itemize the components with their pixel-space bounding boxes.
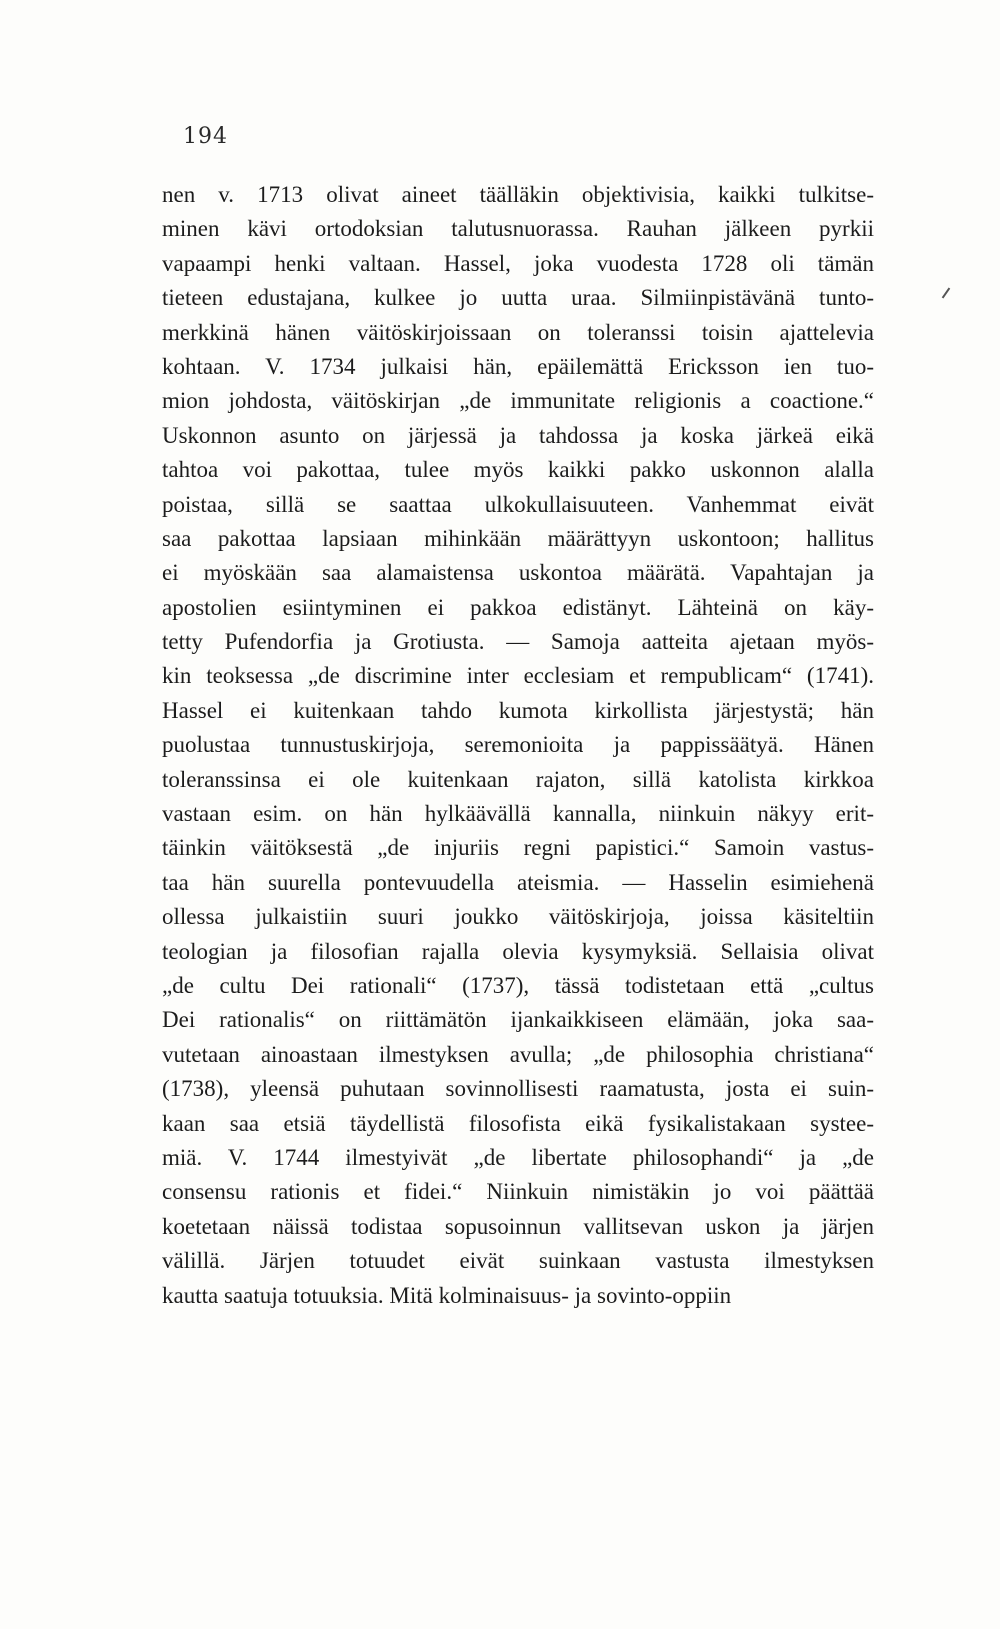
text-line: consensu rationis et fidei.“ Niinkuin nimistäkin jo voi päättää	[162, 1179, 874, 1205]
text-line: Uskonnon asunto on järjessä ja tahdossa ja koska järkeä eikä	[162, 422, 874, 448]
text-line: saa pakottaa lapsiaan mihinkään määrättyyn uskontoon; hallitus	[162, 525, 874, 551]
text-line: minen kävi ortodoksian talutusnuorassa. Rauhan jälkeen pyrkii	[162, 216, 874, 242]
text-line: taa hän suurella pontevuudella ateismia. — Hasselin esimiehenä	[162, 869, 874, 895]
text-line: tahtoa voi pakottaa, tulee myös kaikki pakko uskonnon alalla	[162, 457, 874, 483]
text-line: kautta saatuja totuuksia. Mitä kolminaisuus- ja sovinto-oppiin	[162, 1282, 732, 1308]
text-line: Hassel ei kuitenkaan tahdo kumota kirkollista järjestystä; hän	[162, 697, 874, 723]
text-line: vapaampi henki valtaan. Hassel, joka vuodesta 1728 oli tämän	[162, 250, 874, 276]
text-line: ollessa julkaistiin suuri joukko väitöskirjoja, joissa käsiteltiin	[162, 904, 874, 930]
text-line: teologian ja filosofian rajalla olevia kysymyksiä. Sellaisia olivat	[162, 938, 874, 964]
text-line: vutetaan ainoastaan ilmestyksen avulla; „de philosophia christiana“	[162, 1041, 874, 1067]
text-line: tieteen edustajana, kulkee jo uutta uraa. Silmiinpistävänä tunto-	[162, 285, 874, 311]
text-line: koetetaan näissä todistaa sopusoinnun vallitsevan uskon ja järjen	[162, 1213, 874, 1239]
text-line: merkkinä hänen väitöskirjoissaan on toleranssi toisin ajattelevia	[162, 319, 874, 345]
text-line: ei myöskään saa alamaistensa uskontoa määrätä. Vapahtajan ja	[162, 560, 874, 586]
text-line: kaan saa etsiä täydellistä filosofista eikä fysikalistakaan systee-	[162, 1110, 874, 1136]
text-line: puolustaa tunnustuskirjoja, seremonioita ja pappissäätyä. Hänen	[162, 732, 874, 758]
text-line: „de cultu Dei rationali“ (1737), tässä todistetaan että „cultus	[162, 972, 874, 998]
text-line: kohtaan. V. 1734 julkaisi hän, epäilemättä Ericksson ien tuo-	[162, 353, 874, 379]
text-line: tetty Pufendorfia ja Grotiusta. — Samoja aatteita ajetaan myös-	[162, 629, 874, 655]
page-number: 194	[183, 124, 228, 149]
text-line: vastaan esim. on hän hylkäävällä kannalla, niinkuin näkyy erit-	[162, 801, 874, 827]
text-line: apostolien esiintyminen ei pakkoa edistänyt. Lähteinä on käy-	[162, 594, 874, 620]
text-line: Dei rationalis“ on riittämätön ijankaikkiseen elämään, joka saa-	[162, 1007, 874, 1033]
text-line: täinkin väitöksestä „de injuriis regni papistici.“ Samoin vastus-	[162, 835, 874, 861]
text-line: miä. V. 1744 ilmestyivät „de libertate philosophandi“ ja „de	[162, 1144, 874, 1170]
text-line: nen v. 1713 olivat aineet täälläkin objektivisia, kaikki tulkitse-	[162, 182, 874, 207]
margin-mark	[942, 288, 951, 299]
text-line: mion johdosta, väitöskirjan „de immunitate religionis a coactione.“	[162, 388, 874, 414]
text-line: välillä. Järjen totuudet eivät suinkaan vastusta ilmestyksen	[162, 1248, 874, 1274]
text-line: (1738), yleensä puhutaan sovinnollisesti raamatusta, josta ei suin-	[162, 1076, 874, 1102]
body-text	[162, 178, 874, 1313]
text-line: poistaa, sillä se saattaa ulkokullaisuuteen. Vanhemmat eivät	[162, 491, 874, 517]
text-line: kin teoksessa „de discrimine inter ecclesiam et rempublicam“ (1741).	[162, 663, 874, 689]
text-line: toleranssinsa ei ole kuitenkaan rajaton, sillä katolista kirkkoa	[162, 766, 874, 792]
